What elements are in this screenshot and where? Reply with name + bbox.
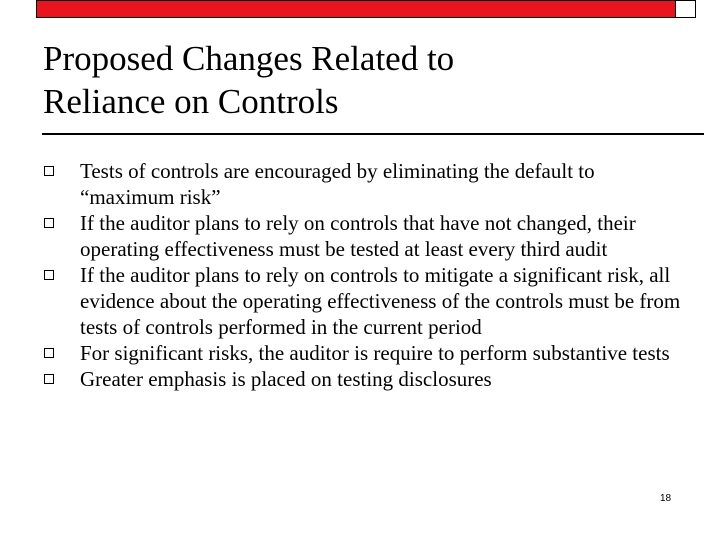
- bullet-text: If the auditor plans to rely on controls to mitigate a significant risk, all evidence about the operating effectiveness of the controls must be from tests of controls performed in the current period: [80, 263, 681, 339]
- hollow-square-icon: [44, 270, 54, 280]
- bullet-text: Tests of controls are encouraged by eliminating the default to “maximum risk”: [80, 159, 595, 209]
- hollow-square-icon: [44, 374, 54, 384]
- bullet-item: [42, 158, 692, 210]
- hollow-square-icon: [44, 166, 54, 176]
- bullet-text: For significant risks, the auditor is require to perform substantive tests: [80, 341, 670, 365]
- slide-title-line-1: Proposed Changes Related to: [43, 39, 455, 78]
- top-decorative-bar: [36, 0, 696, 18]
- bullet-list: [42, 158, 692, 392]
- slide-title-line-2: Reliance on Controls: [43, 82, 339, 121]
- top-bar-white-segment: [676, 0, 696, 18]
- bullet-item: [42, 366, 692, 392]
- top-bar-red-segment: [36, 0, 676, 18]
- title-divider: [42, 133, 704, 135]
- bullet-text: If the auditor plans to rely on controls that have not changed, their operating effectiveness must be tested at least every third audit: [80, 211, 636, 261]
- bullet-item: [42, 340, 692, 366]
- slide-title: [43, 37, 683, 123]
- hollow-square-icon: [44, 348, 54, 358]
- bullet-text: Greater emphasis is placed on testing disclosures: [80, 367, 492, 391]
- page-number: 18: [660, 493, 672, 504]
- bullet-item: [42, 262, 692, 340]
- hollow-square-icon: [44, 218, 54, 228]
- bullet-item: [42, 210, 692, 262]
